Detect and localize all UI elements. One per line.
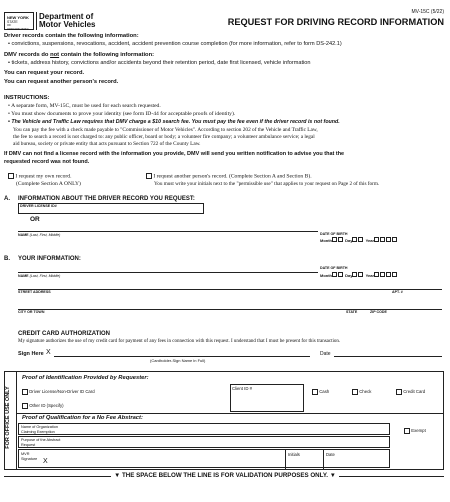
own-record-sub: (Complete Section A ONLY)	[16, 181, 81, 187]
credit-card-text: My signature authorizes the use of my credit card for payment of any fees in connection with this request. I understand that I must be present for this transaction.	[18, 339, 341, 344]
dmv-logo	[4, 12, 34, 30]
instruction-2: • You must show documents to prove your identity (see form ID-44 for acceptable proofs of identity).	[8, 111, 236, 117]
form-id: MV-15C (5/22)	[411, 9, 444, 15]
proof-id-heading: Proof of Identification Provided by Requester:	[22, 375, 149, 381]
city-label: CITY OR TOWN	[18, 310, 45, 314]
office-side-label: FOR OFFICE USE ONLY	[5, 386, 11, 449]
section-a-name-field[interactable]	[18, 223, 318, 232]
section-a-name-hint: (Last, First, Middle)	[29, 233, 61, 237]
city-state-zip-field[interactable]	[18, 302, 442, 310]
section-b-year-box-2[interactable]	[380, 272, 385, 277]
contains-heading: Driver records contain the following information:	[4, 33, 139, 39]
cc-date-label: Date	[320, 351, 331, 357]
own-record-label: I request my own record.	[15, 173, 72, 180]
instruction-3-line4: aid bureau, society or private entity that acts pursuant to Section 722 of the County Law.	[13, 141, 201, 147]
other-id-option[interactable]	[22, 403, 64, 409]
section-a-name-label-text: NAME	[18, 233, 29, 237]
notice-line-2: requested record was not found.	[4, 159, 90, 165]
instruction-1: • A separate form, MV-15C, must be used for each search requested.	[8, 103, 161, 109]
section-b-year-box-3[interactable]	[386, 272, 391, 277]
credit-card-checkbox[interactable]	[396, 389, 402, 395]
credit-card-heading: CREDIT CARD AUTHORIZATION	[18, 331, 110, 337]
logo-text-3: OF OPPORTUNITY.	[7, 23, 30, 31]
section-a-dob-label: DATE OF BIRTH	[320, 232, 348, 236]
section-b-year-box-4[interactable]	[392, 272, 397, 277]
check-option[interactable]	[352, 389, 371, 395]
zip-label: ZIP CODE	[370, 310, 387, 314]
sign-hint: (Cardholder-Sign Name in Full)	[150, 358, 206, 363]
section-b-name-label-text: NAME	[18, 274, 29, 278]
logo-text-2: STATE	[7, 20, 18, 24]
can-request-other: You can request another person's record.	[4, 79, 119, 85]
section-a-year-box-2[interactable]	[380, 237, 385, 242]
credit-card-label: Credit Card	[403, 389, 426, 395]
initials-divider	[285, 450, 286, 469]
not-contains-pre: DMV records do	[4, 52, 51, 58]
cc-date-field[interactable]	[334, 349, 442, 357]
logo-text-1: NEW YORK	[7, 15, 29, 20]
instruction-3-bold-text: The Vehicle and Traffic Law requires that DMV charge a $10 search fee. You must pay the fee even if the driver record is not found.	[11, 119, 340, 125]
notice-line-1: If DMV can not find a license record with the information you provide, DMV will send you written notification to advise you that the	[4, 151, 345, 157]
section-b-name-field[interactable]	[18, 263, 318, 273]
check-checkbox[interactable]	[352, 389, 358, 395]
cash-option[interactable]	[312, 389, 329, 395]
section-b-name-label	[18, 274, 60, 278]
instruction-3-bold: • The Vehicle and Traffic Law requires that DMV charge a $10 search fee. You must pay the fee even if the driver record is not found.	[8, 119, 340, 125]
other-id-label: Other ID (Specify)	[29, 403, 64, 409]
section-a-dob-fields[interactable]	[320, 237, 398, 243]
client-id-label: Client ID #	[232, 386, 253, 391]
cardholder-signature-field[interactable]	[54, 349, 310, 357]
section-b-day-box[interactable]	[352, 272, 357, 277]
instructions-heading: INSTRUCTIONS:	[4, 95, 50, 101]
section-a-month: Month	[320, 238, 332, 243]
client-id-box[interactable]	[230, 384, 304, 412]
office-date-label: Date	[326, 452, 335, 457]
logo-divider	[36, 12, 37, 30]
office-side	[4, 371, 17, 470]
no-fee-heading: Proof of Qualification for a No Fee Abstract:	[22, 415, 143, 421]
sign-x-mark: X	[46, 349, 51, 356]
section-b-month-box-2[interactable]	[338, 272, 343, 277]
section-b-dob-fields[interactable]	[320, 272, 398, 278]
can-request-own: You can request your record.	[4, 70, 85, 76]
own-record-option[interactable]	[8, 173, 71, 180]
license-id-label: DRIVER LICENSE ID#	[20, 204, 57, 208]
check-label: Check	[359, 389, 372, 395]
page-title: REQUEST FOR DRIVING RECORD INFORMATION	[227, 17, 444, 27]
instruction-1-text: A separate form, MV-15C, must be used for each search requested.	[11, 103, 161, 109]
section-a-year-box-4[interactable]	[392, 237, 397, 242]
street-address-label: STREET ADDRESS	[18, 290, 51, 294]
other-record-label: I request another person's record. (Complete Section A and Section B).	[153, 173, 312, 180]
section-a-day-box[interactable]	[352, 237, 357, 242]
mvr-x-mark: X	[43, 458, 48, 465]
initials-label: Initials	[288, 452, 300, 457]
cash-label: Cash	[319, 389, 330, 395]
license-id-field[interactable]	[18, 203, 204, 214]
section-a-year-box-3[interactable]	[386, 237, 391, 242]
section-b-name-hint: (Last, First, Middle)	[29, 274, 61, 278]
section-a-day: Day	[345, 238, 353, 243]
not-contains-post: contain the following information:	[59, 52, 155, 58]
exempt-label: Exempt	[411, 428, 426, 434]
dept-line-1: Department of	[39, 12, 94, 21]
validation-text: THE SPACE BELOW THE LINE IS FOR VALIDATION PURPOSES ONLY.	[121, 472, 329, 479]
not-contains-heading	[4, 52, 154, 59]
section-b-month: Month	[320, 273, 332, 278]
state-label: STATE	[346, 310, 358, 314]
office-divider-1	[17, 413, 444, 414]
dl-label: Driver License/Non-Driver ID Card	[29, 389, 95, 395]
section-b-year-box[interactable]	[374, 272, 379, 277]
not-contains-item: • tickets, address history, convictions and/or accidents beyond their retention period, date first licensed, vehicle information	[8, 60, 311, 66]
dept-line-2: Motor Vehicles	[39, 20, 96, 29]
cash-checkbox[interactable]	[312, 389, 318, 395]
mvr-signature-label: MVR Signature	[21, 452, 38, 461]
instruction-3-line2: You can pay the fee with a check made payable to "Commissioner of Motor Vehicles". According to section 202 of the Vehicle and Traffic Law,	[13, 127, 318, 133]
section-b-day: Day	[345, 273, 353, 278]
section-b-letter: B.	[4, 256, 10, 262]
section-a-year: Year	[365, 238, 375, 243]
org-name-field[interactable]	[18, 423, 390, 435]
purpose-field[interactable]	[18, 436, 390, 448]
section-a-month-box-2[interactable]	[338, 237, 343, 242]
section-b-heading: YOUR INFORMATION:	[18, 256, 81, 262]
exempt-checkbox[interactable]	[404, 428, 410, 434]
street-address-field[interactable]	[18, 282, 442, 290]
other-id-checkbox[interactable]	[22, 403, 28, 409]
mvr-signature-field[interactable]	[18, 449, 390, 468]
dl-checkbox[interactable]	[22, 389, 28, 395]
section-a-day-box-2[interactable]	[358, 237, 363, 242]
dl-option[interactable]	[22, 389, 95, 395]
credit-card-option[interactable]	[396, 389, 425, 395]
instruction-2-text: You must show documents to prove your identity (see form ID-44 for acceptable proofs of identity).	[11, 111, 236, 117]
purpose-label: Purpose of the Abstract Request	[21, 438, 61, 447]
apt-label: APT. #	[392, 290, 403, 294]
section-b-year: Year	[365, 273, 375, 278]
section-b-day-box-2[interactable]	[358, 272, 363, 277]
section-a-letter: A.	[4, 196, 10, 202]
instruction-3-line3: the fee to search a record is not charged to: any public officer, board or body; a volunteer fire company; a volunteer ambulance service; a legal	[13, 134, 315, 140]
section-b-month-box[interactable]	[332, 272, 337, 277]
section-a-year-box[interactable]	[374, 237, 379, 242]
validation-notice: ▼ THE SPACE BELOW THE LINE IS FOR VALIDATION PURPOSES ONLY. ▼	[0, 472, 450, 480]
other-record-checkbox[interactable]	[146, 173, 152, 179]
own-record-checkbox[interactable]	[8, 173, 14, 179]
section-a-name-label	[18, 233, 60, 237]
contains-item: • convictions, suspensions, revocations, accident, accident prevention course completion (for more information, refer to form DS-242.1)	[8, 41, 342, 47]
other-record-option[interactable]	[146, 173, 312, 180]
section-a-heading: INFORMATION ABOUT THE DRIVER RECORD YOU REQUEST:	[18, 196, 195, 202]
sign-here-label: Sign Here	[18, 351, 44, 357]
contains-item-text: convictions, suspensions, revocations, accident, accident prevention course completion (for more information, refer to form DS-242.1)	[11, 41, 342, 47]
not-contains-item-text: tickets, address history, convictions and/or accidents beyond their retention period, date first licensed, vehicle information	[11, 60, 311, 66]
section-a-month-box[interactable]	[332, 237, 337, 242]
not-contains-not: not	[50, 52, 60, 58]
section-b-dob-label: DATE OF BIRTH	[320, 266, 348, 270]
exempt-option[interactable]	[404, 428, 426, 434]
or-label: OR	[30, 216, 40, 223]
org-name-label: Name of Organization Claiming Exemption	[21, 425, 58, 434]
date-divider	[323, 450, 324, 469]
other-record-sub: You must write your initials next to the "permissible use" that applies to your request on Page 2 of this form.	[154, 181, 380, 187]
